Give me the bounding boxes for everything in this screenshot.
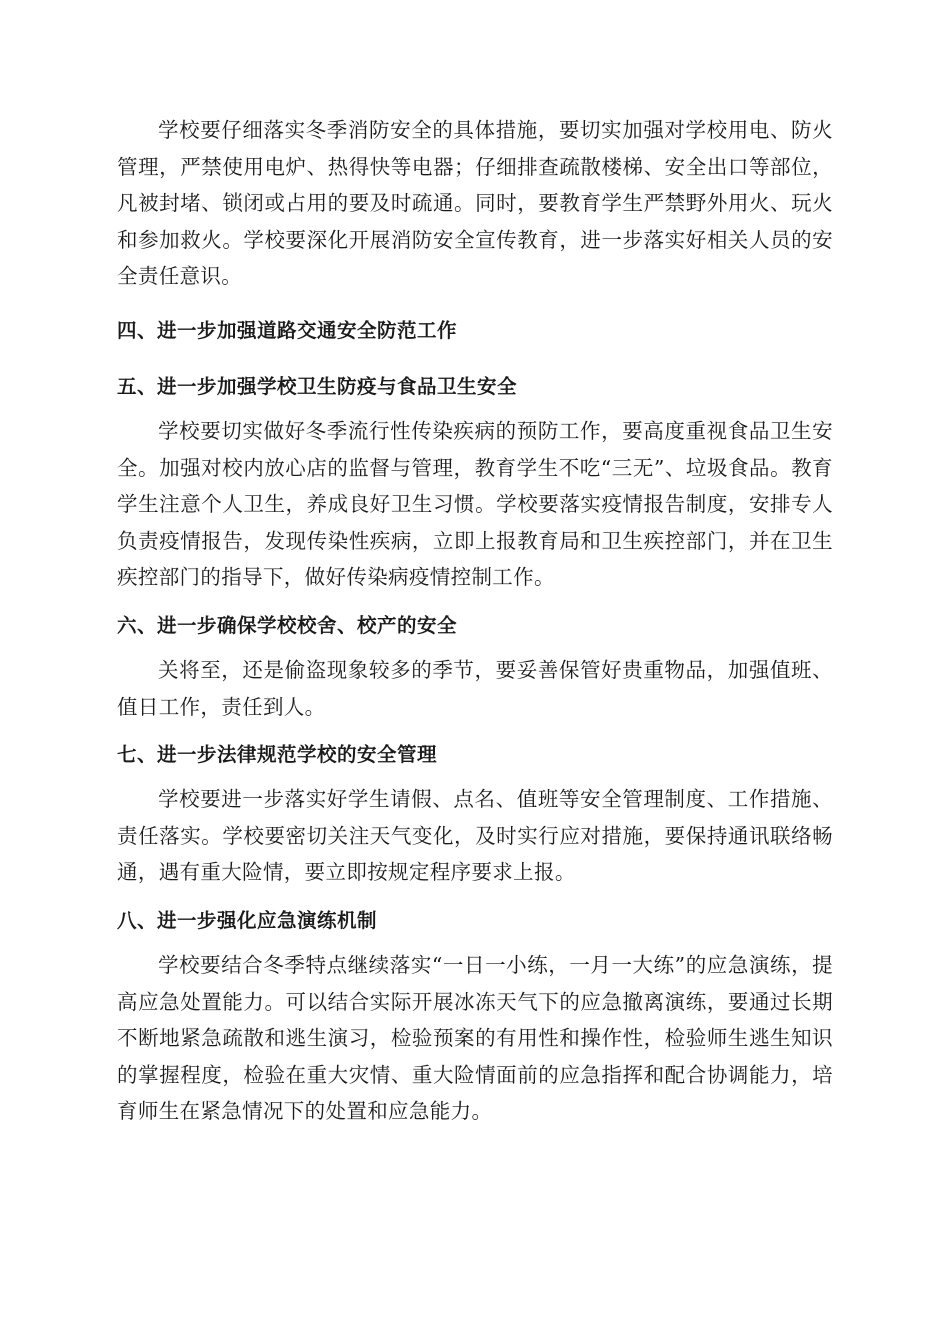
- heading-road-traffic-safety: 四、进一步加强道路交通安全防范工作: [117, 318, 458, 342]
- heading-emergency-drills: 八、进一步强化应急演练机制: [117, 908, 378, 932]
- document-page: [117, 112, 833, 1130]
- paragraph-fire-safety: 学校要仔细落实冬季消防安全的具体措施，要切实加强对学校用电、防火管理，严禁使用电炉、热得快等电器；仔细排查疏散楼梯、安全出口等部位，凡被封堵、锁闭或占用的要及时疏通。同时，要教育学生严禁野外用火、玩火和参加救火。学校要深化开展消防安全宣传教育，进一步落实好相关人员的安全责任意识。: [117, 118, 833, 289]
- paragraph-health-food-safety: 学校要切实做好冬季流行性传染疾病的预防工作，要高度重视食品卫生安全。加强对校内放心店的监督与管理，教育学生不吃“三无”、垃圾食品。教育学生注意个人卫生，养成良好卫生习惯。学校要落实疫情报告制度，安排专人负责疫情报告，发现传染性疾病，立即上报教育局和卫生疾控部门，并在卫生疾控部门的指导下，做好传染病疫情控制工作。: [117, 418, 833, 590]
- heading-health-food-safety: 五、进一步加强学校卫生防疫与食品卫生安全: [117, 374, 518, 398]
- heading-safety-management: 七、进一步法律规范学校的安全管理: [117, 743, 438, 767]
- paragraph-school-property-safety: 关将至，还是偷盗现象较多的季节，要妥善保管好贵重物品，加强值班、值日工作，责任到人。: [117, 657, 833, 719]
- paragraph-safety-management: 学校要进一步落实好学生请假、点名、值班等安全管理制度、工作措施、责任落实。学校要密切关注天气变化，及时实行应对措施，要保持通讯联络畅通，遇有重大险情，要立即按规定程序要求上报。: [117, 787, 833, 885]
- heading-school-property-safety: 六、进一步确保学校校舍、校产的安全: [117, 613, 458, 637]
- paragraph-emergency-drills: 学校要结合冬季特点继续落实“一日一小练，一月一大练”的应急演练，提高应急处置能力。可以结合实际开展冰冻天气下的应急撤离演练，要通过长期不断地紧急疏散和逃生演习，检验预案的有用性和操作性，检验师生逃生知识的掌握程度，检验在重大灾情、重大险情面前的应急指挥和配合协调能力，培育师生在紧急情况下的处置和应急能力。: [117, 952, 833, 1124]
